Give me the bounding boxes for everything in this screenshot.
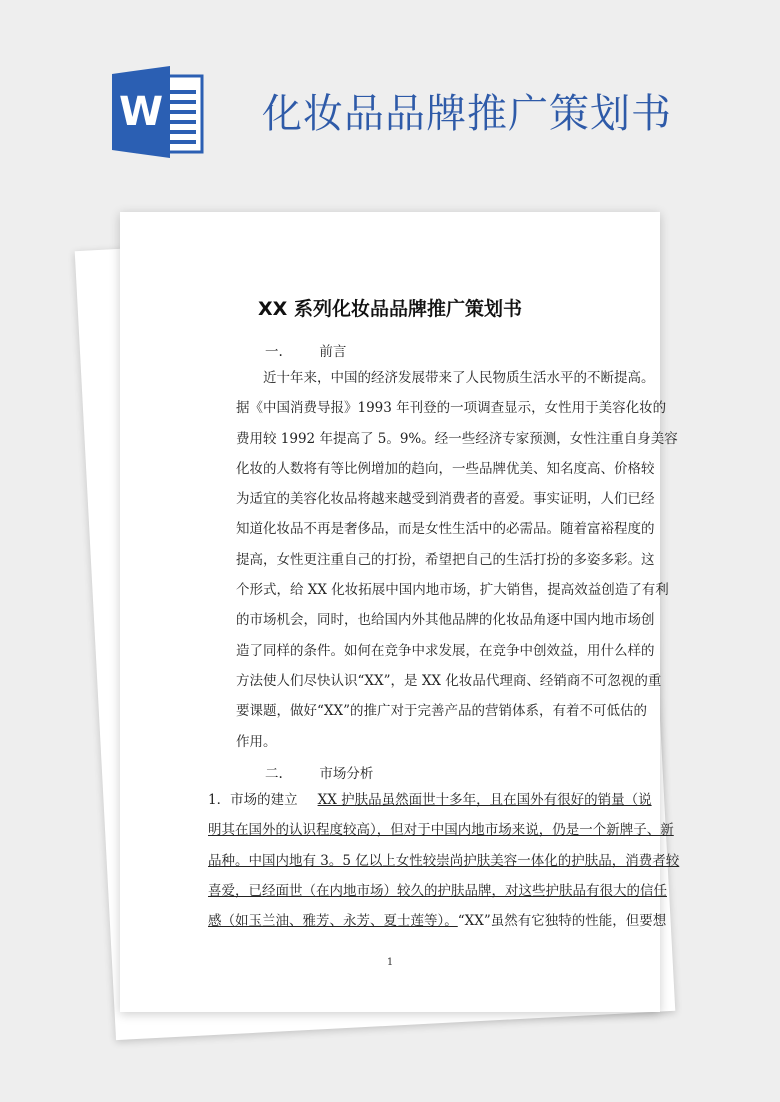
paragraph-line: 据《中国消费导报》1993 年刊登的一项调查显示，女性用于美容化妆的 [236, 400, 667, 417]
plain-text: “XX”虽然有它独特的性能，但要想 [457, 913, 667, 930]
section-2-title: 市场分析 [319, 766, 374, 782]
underlined-paragraph-line: 喜爱，已经面世（在内地市场）较久的护肤品牌，对这些护肤品有很大的信任 [208, 882, 667, 899]
section-2-number: 二. [265, 766, 283, 782]
section-1-body [236, 363, 678, 757]
section-2-body [208, 785, 680, 936]
paragraph-line: 要课题，做好“XX”的推广对于完善产品的营销体系，有着不可低估的 [236, 703, 648, 720]
subsection-first-line [208, 785, 652, 815]
paragraph-line: 为适宜的美容化妆品将越来越受到消费者的喜爱。事实证明，人们已经 [236, 491, 655, 508]
paragraph-line: 知道化妆品不再是奢侈品，而是女性生活中的必需品。随着富裕程度的 [236, 521, 655, 538]
underlined-text: 感（如玉兰油、雅芳、永芳、夏士莲等）。 [208, 913, 458, 930]
underlined-paragraph-line: 明其在国外的认识程度较高），但对于中国内地市场来说，仍是一个新牌子、新 [208, 822, 674, 839]
paragraph-line: 方法使人们尽快认识“XX”，是 XX 化妆品代理商、经销商不可忽视的重 [236, 672, 662, 689]
underlined-paragraph-line: 品种。中国内地有 3。5 亿以上女性较崇尚护肤美容一体化的护肤品，消费者较 [208, 852, 680, 869]
document-page [120, 212, 680, 1012]
paragraph-line: 作用。 [236, 733, 277, 750]
underlined-text: XX 护肤品虽然面世十多年，且在国外有很好的销量（说 [317, 792, 652, 808]
word-icon-letter: W [118, 89, 164, 135]
page-number: 1 [386, 957, 394, 968]
banner [0, 0, 780, 200]
paragraph-line: 造了同样的条件。如何在竞争中求发展，在竞争中创效益，用什么样的 [236, 642, 655, 659]
subsection-label: 1．市场的建立 [208, 792, 298, 808]
paragraph-line: 化妆的人数将有等比例增加的趋向，一些品牌优美、知名度高、价格较 [236, 460, 655, 477]
paragraph-line: 的市场机会，同时，也给国内外其他品牌的化妆品角逐中国内地市场创 [236, 612, 655, 629]
paragraph-line: 个形式，给 XX 化妆拓展中国内地市场，扩大销售，提高效益创造了有利 [236, 582, 669, 599]
section-2-heading [265, 762, 373, 782]
paragraph-line: 近十年来，中国的经济发展带来了人民物质生活水平的不断提高。 [263, 370, 655, 386]
paragraph-line: 费用较 1992 年提高了 5。9%。经一些经济专家预测，女性注重自身美容 [236, 430, 678, 447]
section-1-number: 一. [265, 344, 283, 360]
mixed-paragraph-line [208, 906, 667, 936]
section-1-heading [265, 340, 346, 360]
banner-title: 化妆品品牌推广策划书 [262, 91, 672, 137]
section-1-title: 前言 [319, 344, 347, 360]
document-title: XX 系列化妆品品牌推广策划书 [258, 298, 522, 320]
paragraph-line: 提高，女性更注重自己的打扮，希望把自己的生活打扮的多姿多彩。这 [236, 551, 655, 568]
word-document-icon [108, 62, 208, 162]
